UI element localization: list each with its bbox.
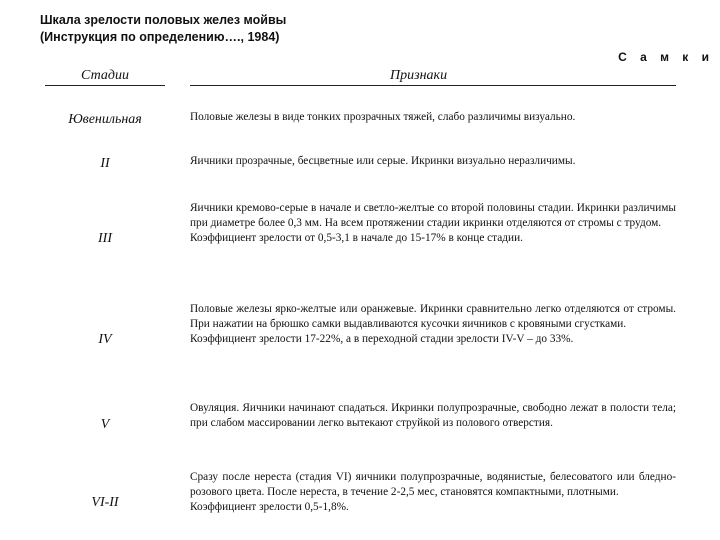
title-line-2: (Инструкция по определению…., 1984) [40,30,280,44]
document-title [40,12,286,46]
females-label: С а м к и [618,50,714,64]
stage-vi-ii: VI-II [91,495,119,510]
signs-vi-ii [190,470,676,515]
sign-line: Коэффициент зрелости 0,5-1,8%. [190,501,349,513]
header-rule-stages [45,85,165,86]
header-stages: Стадии [81,68,129,83]
sign-line: Половые железы ярко-желтые или оранжевые. Икринки сравнительно легко отделяются от стромы. При нажатии на брюшко самки выдавливаются кусочки яичников с кровяными сгустками. [190,303,676,330]
stage-iii: III [98,231,112,246]
sign-line: Коэффициент зрелости от 0,5-3,1 в начале до 15-17% в конце стадии. [190,232,523,244]
signs-juvenile [190,110,676,125]
sign-line: Половые железы в виде тонких прозрачных тяжей, слабо различимы визуально. [190,111,576,123]
signs-iii [190,201,676,246]
stage-juvenile: Ювенильная [68,112,142,127]
signs-iv [190,302,676,347]
signs-v [190,401,676,431]
stage-v: V [100,417,110,432]
sign-line: Овуляция. Яичники начинают спадаться. Икринки полупрозрачные, свободно лежат в полости тела; при слабом массировании легко вытекают струйкой из полового отверстия. [190,402,676,429]
sign-line: Яичники прозрачные, бесцветные или серые. Икринки визуально неразличимы. [190,155,576,167]
signs-ii [190,154,676,169]
sign-line: Коэффициент зрелости 17-22%, а в переходной стадии зрелости IV-V – до 33%. [190,333,574,345]
sign-line: Сразу после нереста (стадия VI) яичники полупрозрачные, водянистые, белесоватого или бледно-розового цвета. После нереста, в течение 2-2,5 мес, становятся компактными, плотными. [190,471,676,498]
title-line-1: Шкала зрелости половых желез мойвы [40,13,287,27]
header-signs: Признаки [390,68,448,83]
stage-iv: IV [98,332,112,347]
sign-line: Яичники кремово-серые в начале и светло-желтые со второй половины стадии. Икринки различимы при диаметре более 0,3 мм. На всем протяжении стадии икринки отделяются от стромы с трудом. [190,202,676,229]
header-rule-signs [190,85,676,86]
stage-ii: II [100,156,110,171]
